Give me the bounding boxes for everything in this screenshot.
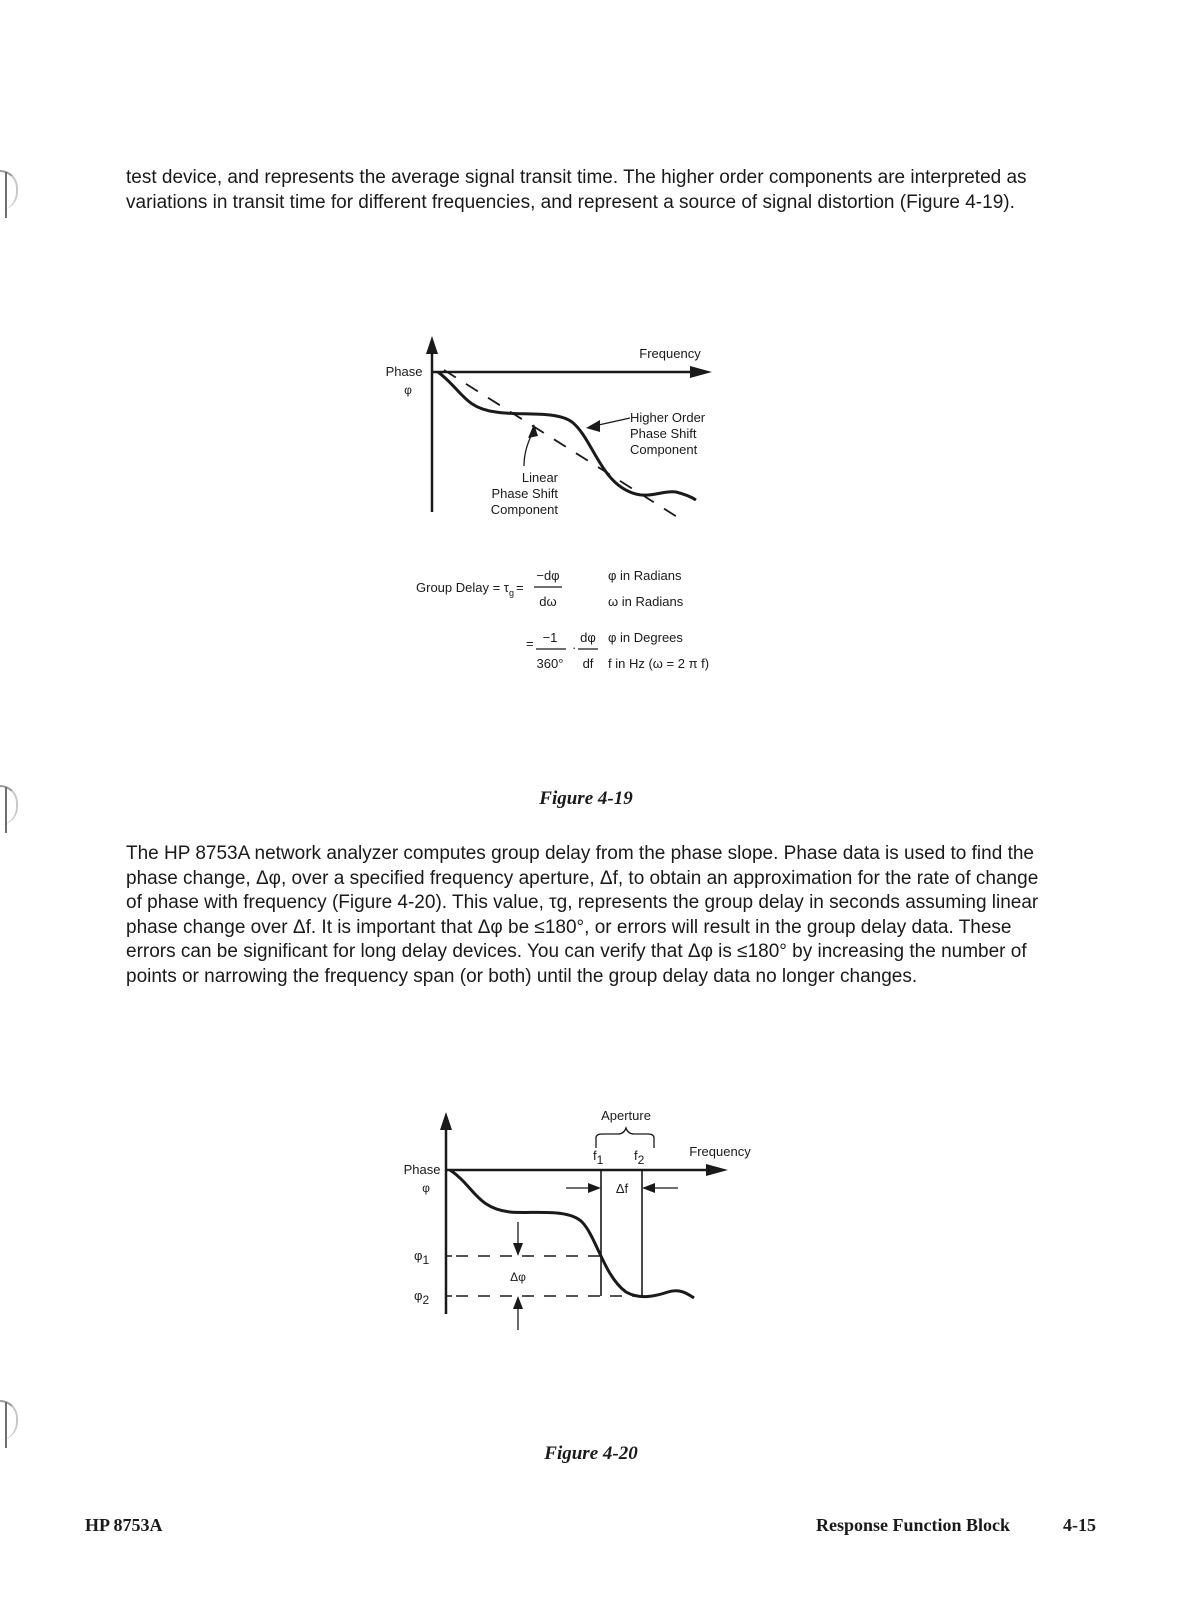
- y-axis-arrow-icon: [426, 336, 438, 354]
- footer-product: HP 8753A: [85, 1515, 163, 1535]
- delta-f-label: Δf: [615, 1181, 629, 1196]
- y-axis-arrow-icon: [440, 1112, 452, 1130]
- note-omega-radians: ω in Radians: [608, 594, 684, 609]
- delta-f-right-arrow-icon: [642, 1183, 655, 1193]
- paragraph-2: The HP 8753A network analyzer computes group delay from the phase slope. Phase data is used to find the phase change, Δφ, over a specified frequency aperture, Δf, to obtain an approximation for the rate of change of phase with frequency (Figure 4-20). This value, τg, represents the group delay in seconds assuming linear phase change over Δf. It is important that Δφ be ≤180°, or errors will result in the group delay data. These errors can be significant for long delay devices. You can verify that Δφ is ≤180° by increasing the number of points or narrowing the frequency span (or both) until the group delay data no longer changes.: [126, 843, 1039, 987]
- formula-denominator-3: df: [582, 656, 594, 671]
- delta-phi-down-arrow-icon: [513, 1243, 523, 1256]
- note-phi-degrees: φ in Degrees: [608, 630, 683, 645]
- figure-4-20-caption: Figure 4-20: [544, 1443, 638, 1464]
- x-axis-arrow-icon: [690, 366, 712, 378]
- formula-numerator-3: dφ: [580, 630, 596, 645]
- figure-4-19-caption: Figure 4-19: [539, 788, 633, 809]
- footer-section: Response Function Block: [816, 1515, 1011, 1535]
- tau-subscript: g: [508, 588, 514, 598]
- footer-page-number: 4-15: [1063, 1515, 1096, 1535]
- aperture-label: Aperture: [601, 1108, 651, 1123]
- y-axis-symbol: φ: [422, 1181, 430, 1195]
- linear-label-line-1: Linear: [521, 470, 558, 485]
- x-axis-label: Frequency: [639, 346, 701, 361]
- formula-numerator-2: −1: [542, 630, 558, 645]
- x-axis-label: Frequency: [689, 1144, 751, 1159]
- delta-f-left-arrow-icon: [588, 1183, 601, 1193]
- higher-order-label-line-1: Higher Order: [630, 410, 706, 425]
- aperture-brace: [596, 1128, 654, 1148]
- phi1-label: φ1: [414, 1248, 430, 1267]
- linear-label-line-3: Component: [490, 502, 558, 517]
- binder-mark-1: [0, 170, 18, 210]
- formula-denominator-2: 360°: [536, 656, 564, 671]
- figure-4-19: [380, 330, 760, 700]
- y-axis-label: Phase: [385, 364, 423, 379]
- f2-label: f2: [634, 1148, 645, 1167]
- higher-order-label-line-3: Component: [630, 442, 698, 457]
- note-phi-radians: φ in Radians: [608, 568, 682, 583]
- higher-order-label-line-2: Phase Shift: [630, 426, 697, 441]
- delta-phi-up-arrow-icon: [513, 1296, 523, 1309]
- phi2-label: φ2: [414, 1288, 430, 1307]
- group-delay-label: Group Delay = $\tau_g$ =: [416, 580, 524, 598]
- formula-eq-2: =: [526, 636, 534, 651]
- f1-label: f1: [593, 1148, 604, 1167]
- linear-pointer: [524, 434, 532, 466]
- note-f-hz: f in Hz (ω = 2 π f): [608, 656, 710, 671]
- formula-denominator-1: dω: [539, 594, 557, 609]
- y-axis-symbol: φ: [404, 383, 412, 397]
- formula-dot: ·: [572, 640, 577, 655]
- higher-order-arrow-icon: [586, 420, 600, 432]
- linear-label-line-2: Phase Shift: [491, 486, 558, 501]
- paragraph-1: test device, and represents the average signal transit time. The higher order components are interpreted as variations in transit time for different frequencies, and represent a source of signal distortion (Figure 4-19).: [126, 167, 1027, 213]
- binder-mark-3: [0, 1400, 18, 1440]
- delta-phi-label: Δφ: [510, 1270, 526, 1284]
- formula-numerator-1: −dφ: [536, 568, 560, 583]
- y-axis-label: Phase: [403, 1162, 441, 1177]
- x-axis-arrow-icon: [706, 1164, 728, 1176]
- binder-mark-2: [0, 785, 18, 825]
- phase-curve: [450, 1170, 694, 1298]
- figure-4-20: [390, 1100, 770, 1350]
